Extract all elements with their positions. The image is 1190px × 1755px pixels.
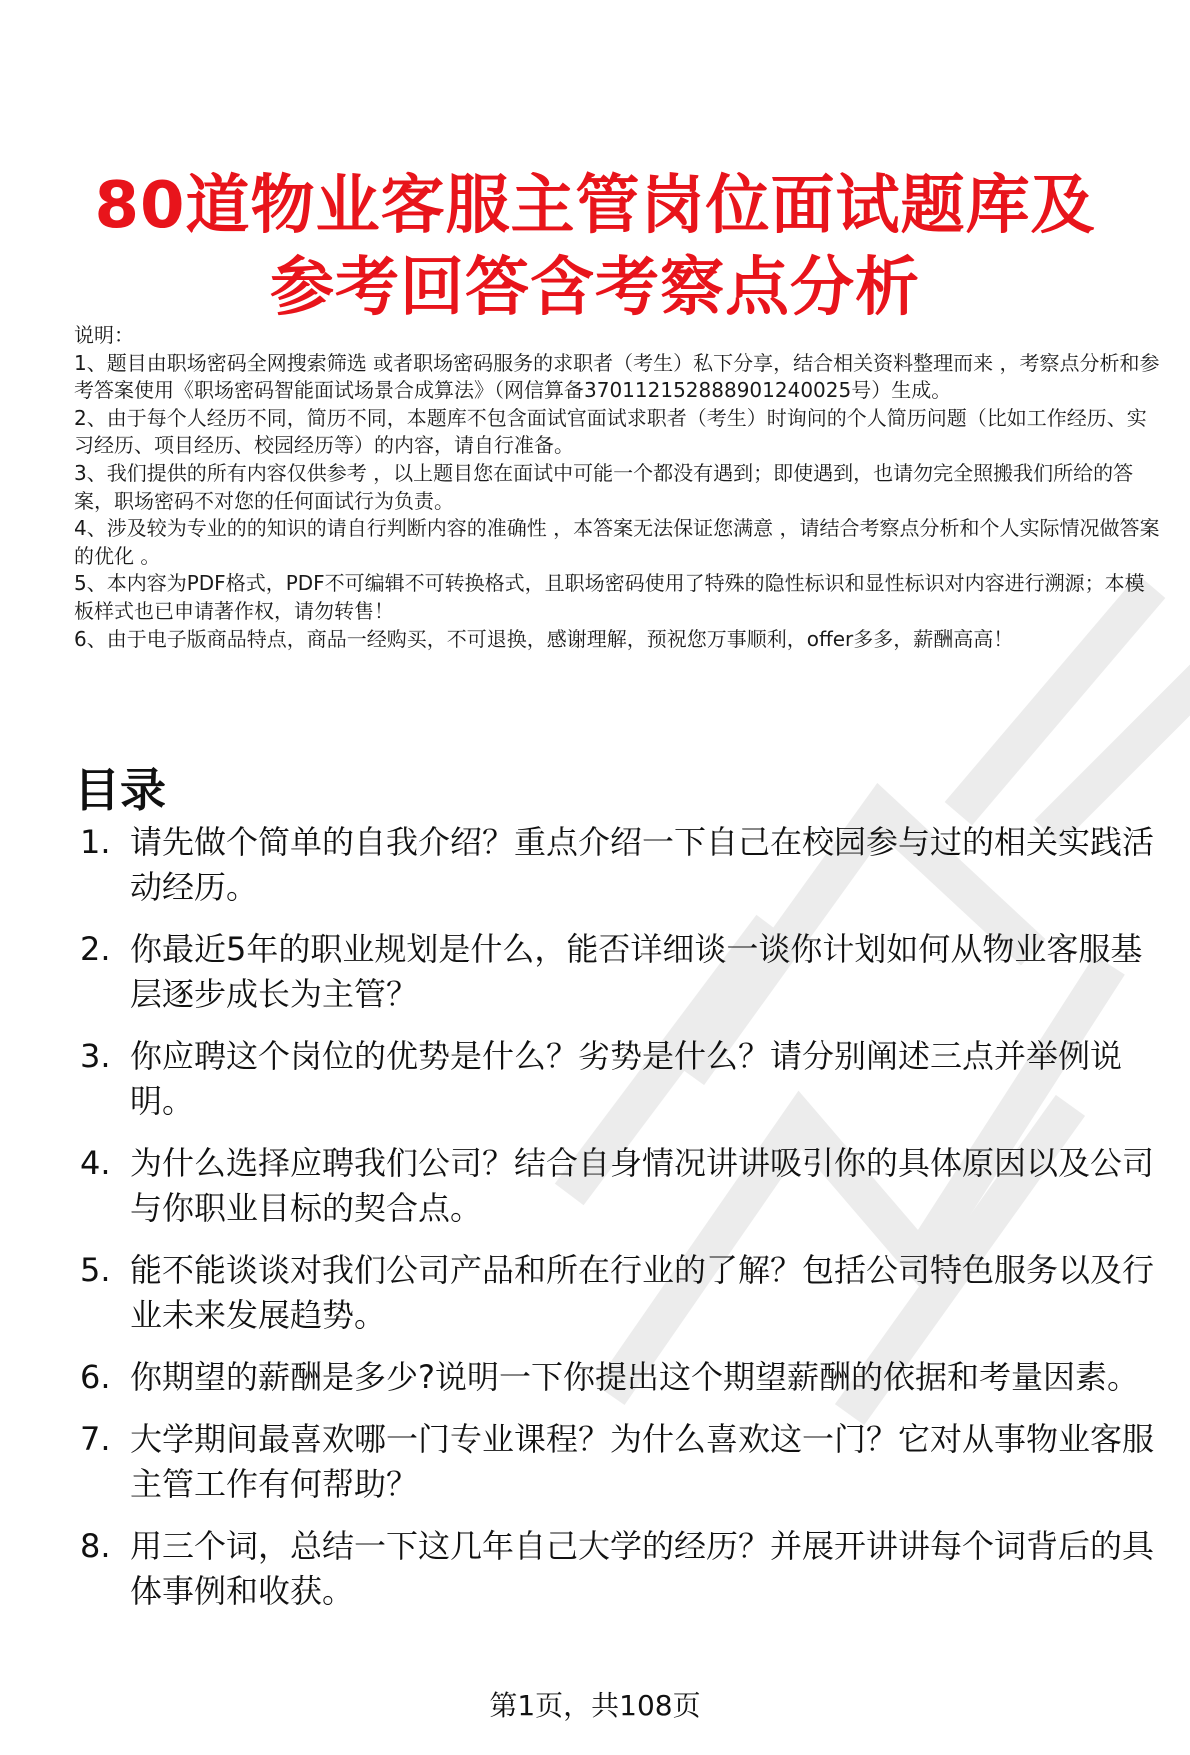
note-item: 5、本内容为PDF格式，PDF不可编辑不可转换格式，且职场密码使用了特殊的隐性标识和显性标识对内容进行溯源；本模板样式也已申请著作权，请勿转售！ [74, 571, 1145, 623]
toc-item [74, 1248, 1174, 1338]
toc-item-number: 7. [80, 1420, 111, 1458]
toc-item-number: 5. [80, 1251, 111, 1289]
instructions-block [74, 322, 1164, 653]
toc-item-text: 用三个词，总结一下这几年自己大学的经历？并展开讲讲每个词背后的具体事例和收获。 [130, 1527, 1155, 1610]
toc-item-number: 3. [80, 1037, 111, 1075]
note-item: 3、我们提供的所有内容仅供参考 ，以上题目您在面试中可能一个都没有遇到；即使遇到，也请勿完全照搬我们所给的答案，职场密码不对您的任何面试行为负责。 [74, 460, 1134, 513]
toc-item [74, 927, 1174, 1017]
toc-item [74, 820, 1174, 910]
page-footer: 第1页，共108页 [489, 1689, 701, 1722]
note-item: 1、题目由职场密码全网搜索筛选 或者职场密码服务的求职者（考生）私下分享，结合相关资料整理而来 ，考察点分析和参考答案使用《职场密码智能面试场景合成算法》（网信算备370112152888901240025号）生成。 [74, 350, 1160, 403]
toc-heading: 目录 [74, 763, 166, 818]
document-title [60, 165, 1130, 329]
toc-item [74, 1417, 1174, 1507]
toc-item-text: 请先做个简单的自我介绍？重点介绍一下自己在校园参与过的相关实践活动经历。 [130, 823, 1155, 906]
toc-list [74, 820, 1174, 1631]
toc-item [74, 1524, 1174, 1614]
toc-item [74, 1034, 1174, 1124]
note-item: 6、由于电子版商品特点，商品一经购买，不可退换，感谢理解，预祝您万事顺利，offer多多，薪酬高高！ [74, 626, 1014, 651]
toc-item-number: 1. [80, 823, 111, 861]
toc-item-text: 能不能谈谈对我们公司产品和所在行业的了解？包括公司特色服务以及行业未来发展趋势。 [130, 1251, 1155, 1334]
toc-item-text: 你应聘这个岗位的优势是什么？劣势是什么？请分别阐述三点并举例说明。 [130, 1037, 1123, 1120]
title-line-2: 参考回答含考察点分析 [270, 250, 920, 325]
toc-item-text: 为什么选择应聘我们公司？结合自身情况讲讲吸引你的具体原因以及公司与你职业目标的契合点。 [130, 1144, 1155, 1227]
title-line-1: 80道物业客服主管岗位面试题库及 [94, 168, 1096, 243]
toc-item-number: 4. [80, 1144, 111, 1182]
note-item: 2、由于每个人经历不同，简历不同，本题库不包含面试官面试求职者（考生）时询问的个人简历问题（比如工作经历、实习经历、项目经历、校园经历等）的内容，请自行准备。 [74, 405, 1147, 458]
toc-item-text: 你期望的薪酬是多少?说明一下你提出这个期望薪酬的依据和考量因素。 [130, 1358, 1139, 1396]
toc-item-number: 8. [80, 1527, 111, 1565]
toc-item [74, 1141, 1174, 1231]
notes-label: 说明： [74, 323, 134, 347]
toc-item-text: 你最近5年的职业规划是什么，能否详细谈一谈你计划如何从物业客服基层逐步成长为主管？ [130, 930, 1143, 1013]
toc-item-number: 2. [80, 930, 111, 968]
toc-item-number: 6. [80, 1358, 111, 1396]
toc-item [74, 1355, 1174, 1400]
toc-item-text: 大学期间最喜欢哪一门专业课程？为什么喜欢这一门？它对从事物业客服主管工作有何帮助？ [130, 1420, 1155, 1503]
note-item: 4、涉及较为专业的的知识的请自行判断内容的准确性 ，本答案无法保证您满意 ，请结合考察点分析和个人实际情况做答案的优化 。 [74, 516, 1160, 568]
